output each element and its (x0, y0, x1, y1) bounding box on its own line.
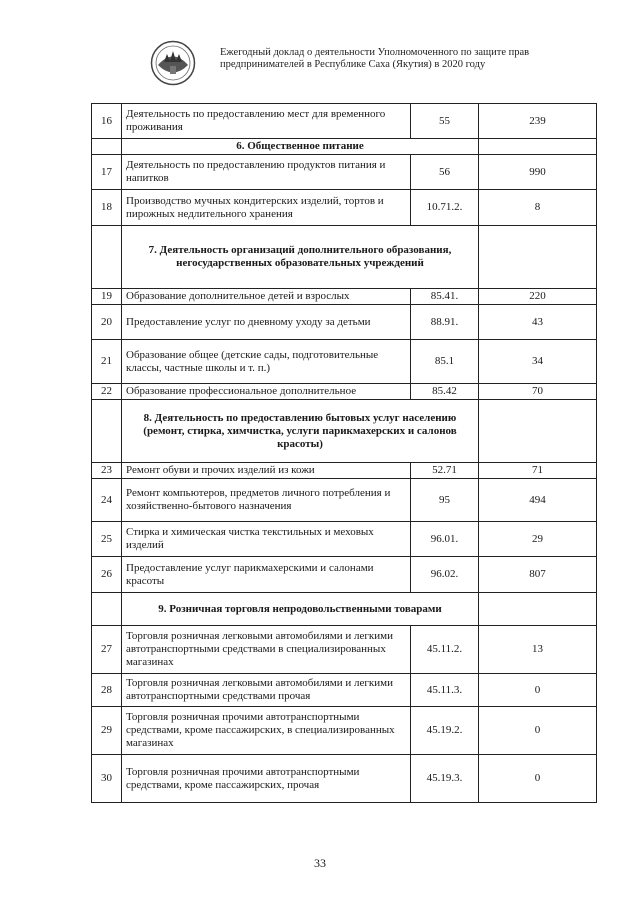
row-number: 22 (92, 384, 122, 400)
section-empty-cell (479, 226, 597, 289)
section-header-row (92, 226, 597, 289)
okved-code: 52.71 (411, 463, 479, 479)
table-row (92, 522, 597, 557)
activity-name: Ремонт компьютеров, предметов личного потребления и хозяйственно-бытового назначения (122, 479, 411, 522)
okved-code: 45.19.3. (411, 755, 479, 803)
activity-name: Торговля розничная прочими автотранспортными средствами, кроме пассажирских, прочая (122, 755, 411, 803)
okved-code: 10.71.2. (411, 190, 479, 226)
entity-count: 0 (479, 674, 597, 707)
entity-count: 34 (479, 340, 597, 384)
table-row (92, 626, 597, 674)
entity-count: 0 (479, 755, 597, 803)
row-number: 29 (92, 707, 122, 755)
entity-count: 990 (479, 155, 597, 190)
row-number: 25 (92, 522, 122, 557)
row-number: 30 (92, 755, 122, 803)
entity-count: 220 (479, 289, 597, 305)
entity-count: 13 (479, 626, 597, 674)
section-header-row (92, 400, 597, 463)
report-header (220, 47, 540, 71)
entity-count: 43 (479, 305, 597, 340)
header-line-2: предпринимателей в Республике Саха (Якутия) в 2020 году (220, 59, 486, 70)
table-row (92, 479, 597, 522)
activity-name: Ремонт обуви и прочих изделий из кожи (122, 463, 411, 479)
okved-code: 45.11.3. (411, 674, 479, 707)
okved-code: 55 (411, 104, 479, 139)
okved-code: 96.02. (411, 557, 479, 593)
activity-name: Торговля розничная легковыми автомобилями и легкими автотранспортными средствами прочая (122, 674, 411, 707)
activity-name: Деятельность по предоставлению мест для временного проживания (122, 104, 411, 139)
activity-name: Торговля розничная прочими автотранспортными средствами, кроме пассажирских, в специализированных магазинах (122, 707, 411, 755)
table-row (92, 755, 597, 803)
table-row (92, 384, 597, 400)
activity-table (91, 103, 597, 803)
header-line-1: Ежегодный доклад о деятельности Уполномоченного по защите прав (220, 47, 530, 58)
activity-name: Деятельность по предоставлению продуктов питания и напитков (122, 155, 411, 190)
activity-name: Торговля розничная легковыми автомобилями и легкими автотранспортными средствами в специализированных магазинах (122, 626, 411, 674)
okved-code: 88.91. (411, 305, 479, 340)
okved-code: 56 (411, 155, 479, 190)
row-number: 16 (92, 104, 122, 139)
section-header-row (92, 139, 597, 155)
section-header-row (92, 593, 597, 626)
section-empty-cell (479, 139, 597, 155)
entity-count: 70 (479, 384, 597, 400)
okved-code: 85.41. (411, 289, 479, 305)
row-number: 24 (92, 479, 122, 522)
section-title: 9. Розничная торговля непродовольственными товарами (122, 593, 479, 626)
activity-name: Производство мучных кондитерских изделий, тортов и пирожных недлительного хранения (122, 190, 411, 226)
entity-count: 494 (479, 479, 597, 522)
section-empty-cell (92, 226, 122, 289)
table-row (92, 674, 597, 707)
table-row (92, 707, 597, 755)
table-row (92, 289, 597, 305)
table-row (92, 340, 597, 384)
section-title: 7. Деятельность организаций дополнительного образования, негосударственных образовательных учреждений (122, 226, 479, 289)
entity-count: 807 (479, 557, 597, 593)
row-number: 18 (92, 190, 122, 226)
page-number: 33 (314, 856, 326, 870)
okved-code: 85.42 (411, 384, 479, 400)
okved-code: 96.01. (411, 522, 479, 557)
entity-count: 29 (479, 522, 597, 557)
row-number: 20 (92, 305, 122, 340)
section-empty-cell (92, 139, 122, 155)
section-title: 6. Общественное питание (122, 139, 479, 155)
okved-code: 45.11.2. (411, 626, 479, 674)
table-row (92, 155, 597, 190)
section-empty-cell (92, 400, 122, 463)
section-empty-cell (479, 400, 597, 463)
row-number: 17 (92, 155, 122, 190)
activity-name: Образование дополнительное детей и взрослых (122, 289, 411, 305)
row-number: 27 (92, 626, 122, 674)
okved-code: 95 (411, 479, 479, 522)
table-row (92, 305, 597, 340)
okved-code: 45.19.2. (411, 707, 479, 755)
section-empty-cell (92, 593, 122, 626)
section-title: 8. Деятельность по предоставлению бытовых услуг населению (ремонт, стирка, химчистка, услуги парикмахерских и салонов красоты) (122, 400, 479, 463)
activity-name: Стирка и химическая чистка текстильных и меховых изделий (122, 522, 411, 557)
entity-count: 8 (479, 190, 597, 226)
row-number: 23 (92, 463, 122, 479)
entity-count: 0 (479, 707, 597, 755)
row-number: 26 (92, 557, 122, 593)
activity-name: Образование общее (детские сады, подготовительные классы, частные школы и т. п.) (122, 340, 411, 384)
entity-count: 71 (479, 463, 597, 479)
row-number: 28 (92, 674, 122, 707)
activity-name: Предоставление услуг парикмахерскими и салонами красоты (122, 557, 411, 593)
emblem-logo (150, 40, 196, 86)
table-row (92, 190, 597, 226)
row-number: 19 (92, 289, 122, 305)
table-row (92, 104, 597, 139)
table-row (92, 463, 597, 479)
activity-name: Предоставление услуг по дневному уходу за детьми (122, 305, 411, 340)
section-empty-cell (479, 593, 597, 626)
table-row (92, 557, 597, 593)
activity-name: Образование профессиональное дополнительное (122, 384, 411, 400)
okved-code: 85.1 (411, 340, 479, 384)
row-number: 21 (92, 340, 122, 384)
entity-count: 239 (479, 104, 597, 139)
